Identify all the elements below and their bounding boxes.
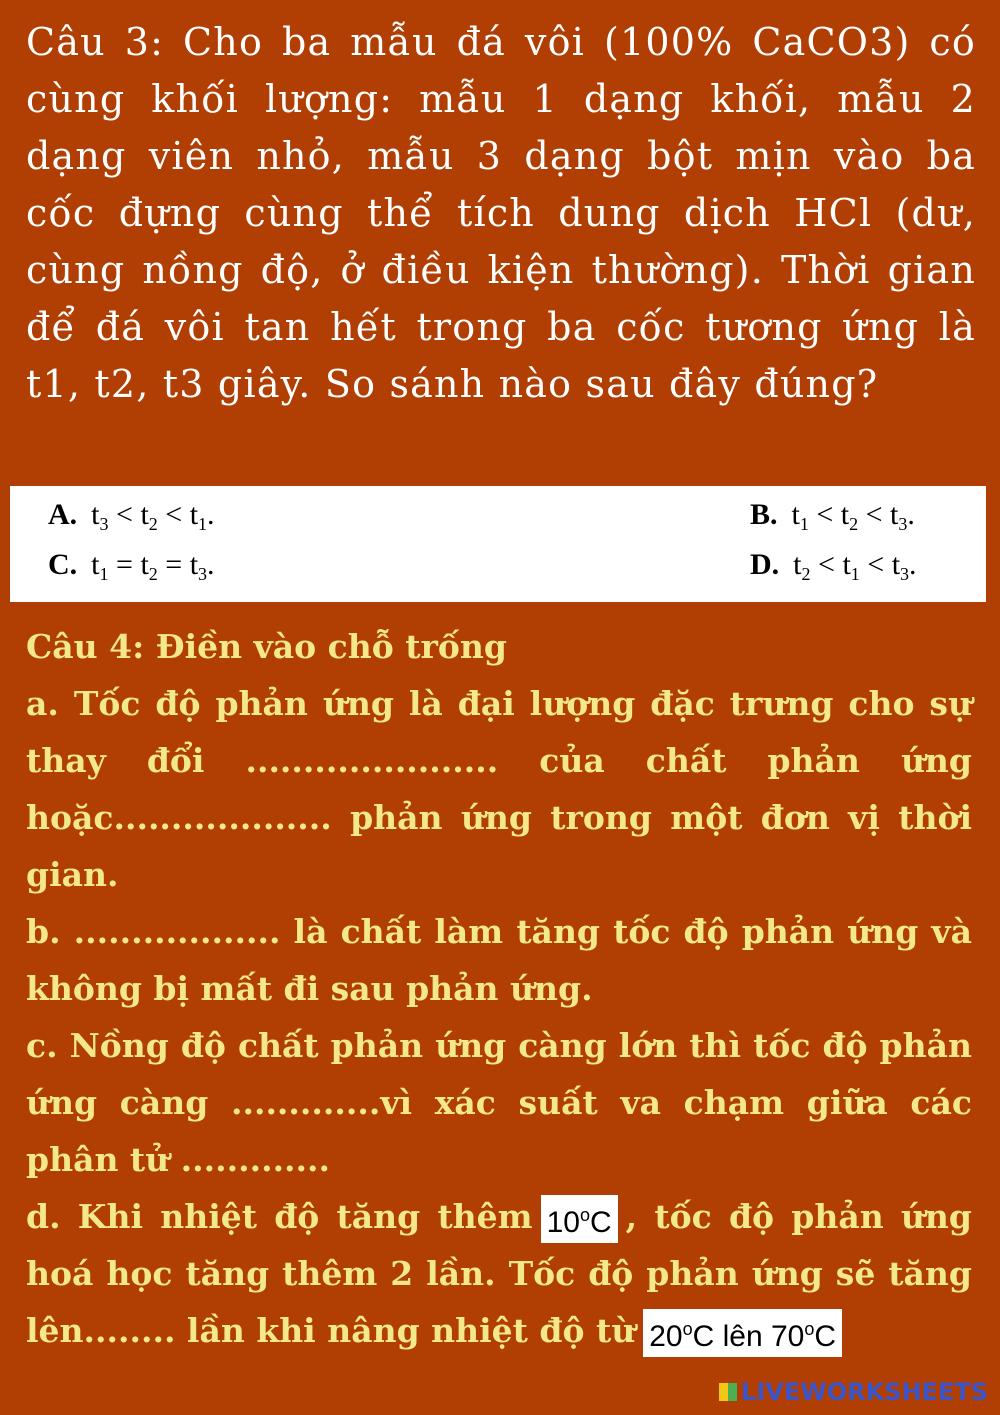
option-a-label: A.: [48, 498, 78, 531]
question-4a: a. Tốc độ phản ứng là đại lượng đặc trưng cho sự thay đổi ...................... của chất phản ứng hoặc................... phản ứng trong một đơn vị thời gian.: [26, 684, 972, 894]
question-4-title: Câu 4: Điền vào chỗ trống: [26, 627, 507, 666]
option-c[interactable]: C. $t_1 = t_2 = t_3$.: [48, 548, 215, 584]
option-c-label: C.: [48, 548, 78, 581]
question-4c: c. Nồng độ chất phản ứng càng lớn thì tốc độ phản ứng càng .............vì xác suất va chạm giữa các phân tử .............: [26, 1026, 972, 1179]
question-4d: d. Khi nhiệt độ tăng thêm 10$^o$C , tốc độ phản ứng hoá học tăng thêm 2 lần. Tốc độ phản ứng sẽ tăng lên........ lần khi nâng nhiệt độ từ 20$^o$C lên 70$^o$C: [26, 1188, 972, 1359]
temperature-chip-20-70: 20$^o$C lên 70$^o$C: [643, 1309, 842, 1357]
question-4b: b. .................. là chất làm tăng tốc độ phản ứng và không bị mất đi sau phản ứng.: [26, 912, 972, 1008]
answer-options: [10, 486, 986, 602]
option-b-label: B.: [750, 498, 778, 531]
logo-mark-icon: [719, 1383, 737, 1401]
question-3-text: Câu 3: Cho ba mẫu đá vôi (100% CaCO3) có cùng khối lượng: mẫu 1 dạng khối, mẫu 2 dạng viên nhỏ, mẫu 3 dạng bột mịn vào ba cốc đựng cùng thể tích dung dịch HCl (dư, cùng nồng độ, ở điều kiện thường). Thời gian để đá vôi tan hết trong ba cốc tương ứng là t1, t2, t3 giây. So sánh nào sau đây đúng?: [26, 20, 976, 406]
option-b[interactable]: B. $t_1 < t_2 < t_3$.: [750, 498, 915, 534]
temperature-chip-10: 10$^o$C: [541, 1195, 618, 1243]
question-4: [26, 618, 972, 1359]
option-d[interactable]: D. $t_2 < t_1 < t_3$.: [750, 548, 917, 584]
liveworksheets-logo: LIVEWORKSHEETS: [719, 1377, 988, 1407]
option-d-label: D.: [750, 548, 780, 581]
option-a[interactable]: A. $t_3 < t_2 < t_1$.: [48, 498, 215, 534]
